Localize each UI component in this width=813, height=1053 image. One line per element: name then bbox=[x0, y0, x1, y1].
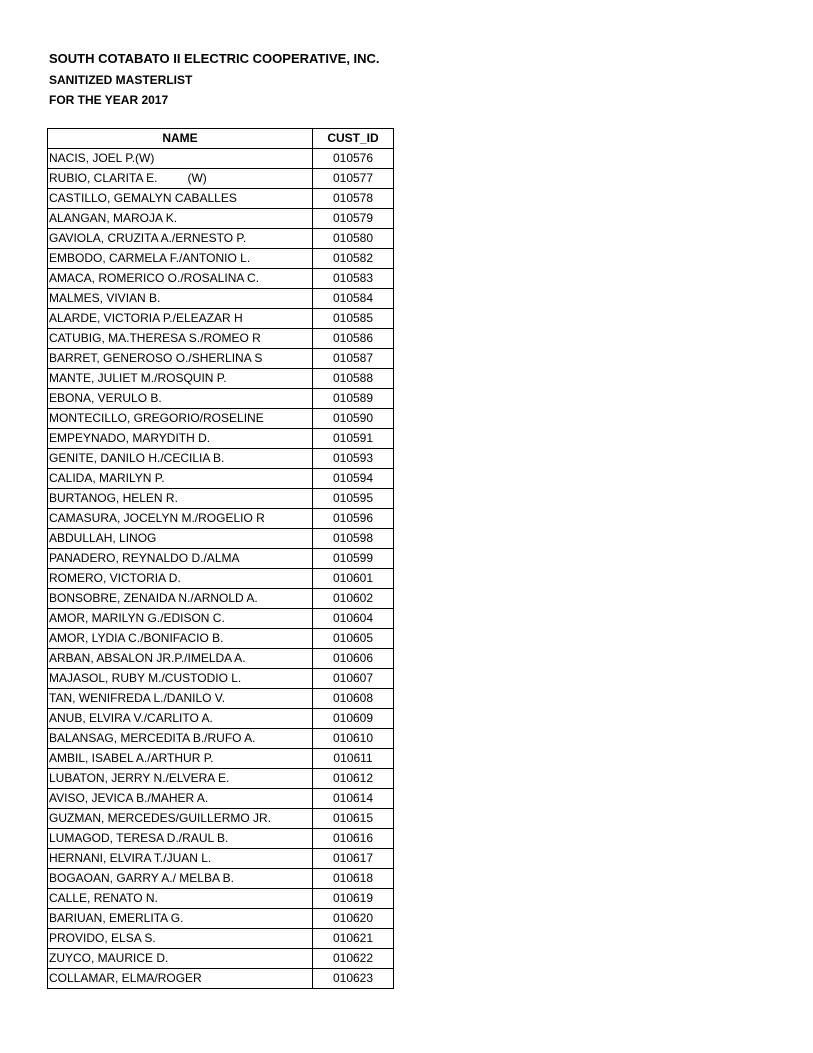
customer-name-cell: ABDULLAH, LINOG bbox=[48, 529, 313, 549]
table-row bbox=[48, 669, 394, 689]
customer-name-cell: ALANGAN, MAROJA K. bbox=[48, 209, 313, 229]
customer-name-cell: COLLAMAR, ELMA/ROGER bbox=[48, 969, 313, 989]
customer-id-cell: 010599 bbox=[313, 549, 394, 569]
table-row bbox=[48, 189, 394, 209]
customer-name-cell: EMBODO, CARMELA F./ANTONIO L. bbox=[48, 249, 313, 269]
table-row bbox=[48, 409, 394, 429]
table-row bbox=[48, 529, 394, 549]
table-row bbox=[48, 829, 394, 849]
customer-name-cell: AMBIL, ISABEL A./ARTHUR P. bbox=[48, 749, 313, 769]
table-row bbox=[48, 929, 394, 949]
customer-id-cell: 010582 bbox=[313, 249, 394, 269]
customer-name-cell: BALANSAG, MERCEDITA B./RUFO A. bbox=[48, 729, 313, 749]
customer-name-cell: GAVIOLA, CRUZITA A./ERNESTO P. bbox=[48, 229, 313, 249]
table-row bbox=[48, 909, 394, 929]
customer-id-cell: 010614 bbox=[313, 789, 394, 809]
customer-name-cell: NACIS, JOEL P.(W) bbox=[48, 149, 313, 169]
customer-id-cell: 010619 bbox=[313, 889, 394, 909]
table-row bbox=[48, 249, 394, 269]
customer-name-cell: CASTILLO, GEMALYN CABALLES bbox=[48, 189, 313, 209]
table-row bbox=[48, 349, 394, 369]
table-row bbox=[48, 569, 394, 589]
customer-id-cell: 010577 bbox=[313, 169, 394, 189]
table-row bbox=[48, 969, 394, 989]
table-row bbox=[48, 689, 394, 709]
customer-name-cell: ZUYCO, MAURICE D. bbox=[48, 949, 313, 969]
table-row bbox=[48, 369, 394, 389]
customer-id-cell: 010610 bbox=[313, 729, 394, 749]
customer-name-cell: AMOR, MARILYN G./EDISON C. bbox=[48, 609, 313, 629]
table-row bbox=[48, 849, 394, 869]
table-row bbox=[48, 589, 394, 609]
table-row bbox=[48, 269, 394, 289]
customer-name-cell: EMPEYNADO, MARYDITH D. bbox=[48, 429, 313, 449]
table-row bbox=[48, 229, 394, 249]
customer-id-cell: 010576 bbox=[313, 149, 394, 169]
customer-id-cell: 010585 bbox=[313, 309, 394, 329]
customer-id-cell: 010593 bbox=[313, 449, 394, 469]
customer-id-cell: 010609 bbox=[313, 709, 394, 729]
customer-id-cell: 010580 bbox=[313, 229, 394, 249]
document-header bbox=[49, 50, 380, 110]
customer-id-cell: 010608 bbox=[313, 689, 394, 709]
customer-id-cell: 010611 bbox=[313, 749, 394, 769]
customer-name-cell: TAN, WENIFREDA L./DANILO V. bbox=[48, 689, 313, 709]
table-row bbox=[48, 729, 394, 749]
customer-name-cell: AMACA, ROMERICO O./ROSALINA C. bbox=[48, 269, 313, 289]
customer-name-cell: CALLE, RENATO N. bbox=[48, 889, 313, 909]
customer-id-cell: 010590 bbox=[313, 409, 394, 429]
table-row bbox=[48, 869, 394, 889]
table-body bbox=[48, 149, 394, 989]
customer-id-cell: 010596 bbox=[313, 509, 394, 529]
customer-name-cell: BURTANOG, HELEN R. bbox=[48, 489, 313, 509]
customer-name-cell: BARRET, GENEROSO O./SHERLINA S bbox=[48, 349, 313, 369]
customer-id-cell: 010618 bbox=[313, 869, 394, 889]
customer-name-cell: MANTE, JULIET M./ROSQUIN P. bbox=[48, 369, 313, 389]
customer-name-cell: MAJASOL, RUBY M./CUSTODIO L. bbox=[48, 669, 313, 689]
document-year: FOR THE YEAR 2017 bbox=[49, 93, 169, 107]
customer-name-cell: PANADERO, REYNALDO D./ALMA bbox=[48, 549, 313, 569]
document-subtitle: SANITIZED MASTERLIST bbox=[49, 73, 193, 87]
customer-name-cell: BARIUAN, EMERLITA G. bbox=[48, 909, 313, 929]
customer-name-cell: LUBATON, JERRY N./ELVERA E. bbox=[48, 769, 313, 789]
customer-name-cell: AVISO, JEVICA B./MAHER A. bbox=[48, 789, 313, 809]
customer-id-cell: 010591 bbox=[313, 429, 394, 449]
customer-id-cell: 010602 bbox=[313, 589, 394, 609]
customer-id-cell: 010578 bbox=[313, 189, 394, 209]
column-header-cust-id: CUST_ID bbox=[313, 129, 394, 149]
customer-name-cell: PROVIDO, ELSA S. bbox=[48, 929, 313, 949]
customer-name-cell: GENITE, DANILO H./CECILIA B. bbox=[48, 449, 313, 469]
customer-name-cell: BOGAOAN, GARRY A./ MELBA B. bbox=[48, 869, 313, 889]
customer-id-cell: 010612 bbox=[313, 769, 394, 789]
customer-id-cell: 010605 bbox=[313, 629, 394, 649]
table-row bbox=[48, 289, 394, 309]
customer-name-cell: EBONA, VERULO B. bbox=[48, 389, 313, 409]
customer-id-cell: 010621 bbox=[313, 929, 394, 949]
customer-name-cell: ARBAN, ABSALON JR.P./IMELDA A. bbox=[48, 649, 313, 669]
table-row bbox=[48, 509, 394, 529]
table-row bbox=[48, 809, 394, 829]
table-row bbox=[48, 649, 394, 669]
customer-name-cell: RUBIO, CLARITA E. (W) bbox=[48, 169, 313, 189]
table-header-row bbox=[48, 129, 394, 149]
customer-id-cell: 010589 bbox=[313, 389, 394, 409]
customer-id-cell: 010583 bbox=[313, 269, 394, 289]
company-name: SOUTH COTABATO II ELECTRIC COOPERATIVE, INC. bbox=[49, 51, 380, 66]
customer-name-cell: LUMAGOD, TERESA D./RAUL B. bbox=[48, 829, 313, 849]
table-row bbox=[48, 549, 394, 569]
customer-id-cell: 010606 bbox=[313, 649, 394, 669]
table-row bbox=[48, 709, 394, 729]
table-row bbox=[48, 469, 394, 489]
column-header-name: NAME bbox=[48, 129, 313, 149]
table-row bbox=[48, 489, 394, 509]
table-row bbox=[48, 609, 394, 629]
customer-name-cell: CATUBIG, MA.THERESA S./ROMEO R bbox=[48, 329, 313, 349]
customer-id-cell: 010587 bbox=[313, 349, 394, 369]
table-row bbox=[48, 789, 394, 809]
customer-id-cell: 010622 bbox=[313, 949, 394, 969]
customer-id-cell: 010598 bbox=[313, 529, 394, 549]
customer-id-cell: 010584 bbox=[313, 289, 394, 309]
customer-name-cell: ROMERO, VICTORIA D. bbox=[48, 569, 313, 589]
customer-id-cell: 010607 bbox=[313, 669, 394, 689]
table-row bbox=[48, 329, 394, 349]
table-row bbox=[48, 889, 394, 909]
customer-id-cell: 010579 bbox=[313, 209, 394, 229]
table-row bbox=[48, 449, 394, 469]
table-row bbox=[48, 629, 394, 649]
customer-id-cell: 010617 bbox=[313, 849, 394, 869]
customer-id-cell: 010588 bbox=[313, 369, 394, 389]
customer-id-cell: 010604 bbox=[313, 609, 394, 629]
customer-name-cell: MALMES, VIVIAN B. bbox=[48, 289, 313, 309]
customer-id-cell: 010616 bbox=[313, 829, 394, 849]
customer-name-cell: CAMASURA, JOCELYN M./ROGELIO R bbox=[48, 509, 313, 529]
table-row bbox=[48, 769, 394, 789]
table-row bbox=[48, 749, 394, 769]
customer-name-cell: CALIDA, MARILYN P. bbox=[48, 469, 313, 489]
customer-id-cell: 010623 bbox=[313, 969, 394, 989]
customer-name-cell: MONTECILLO, GREGORIO/ROSELINE bbox=[48, 409, 313, 429]
customer-id-cell: 010620 bbox=[313, 909, 394, 929]
customer-id-cell: 010586 bbox=[313, 329, 394, 349]
masterlist-table bbox=[47, 128, 394, 989]
customer-name-cell: BONSOBRE, ZENAIDA N./ARNOLD A. bbox=[48, 589, 313, 609]
customer-name-cell: GUZMAN, MERCEDES/GUILLERMO JR. bbox=[48, 809, 313, 829]
customer-name-cell: ALARDE, VICTORIA P./ELEAZAR H bbox=[48, 309, 313, 329]
customer-name-cell: ANUB, ELVIRA V./CARLITO A. bbox=[48, 709, 313, 729]
table-row bbox=[48, 429, 394, 449]
table-row bbox=[48, 309, 394, 329]
customer-id-cell: 010594 bbox=[313, 469, 394, 489]
customer-name-cell: HERNANI, ELVIRA T./JUAN L. bbox=[48, 849, 313, 869]
table-row bbox=[48, 949, 394, 969]
customer-id-cell: 010601 bbox=[313, 569, 394, 589]
table-row bbox=[48, 389, 394, 409]
table-row bbox=[48, 209, 394, 229]
table-row bbox=[48, 169, 394, 189]
customer-id-cell: 010615 bbox=[313, 809, 394, 829]
customer-name-cell: AMOR, LYDIA C./BONIFACIO B. bbox=[48, 629, 313, 649]
table-row bbox=[48, 149, 394, 169]
customer-id-cell: 010595 bbox=[313, 489, 394, 509]
